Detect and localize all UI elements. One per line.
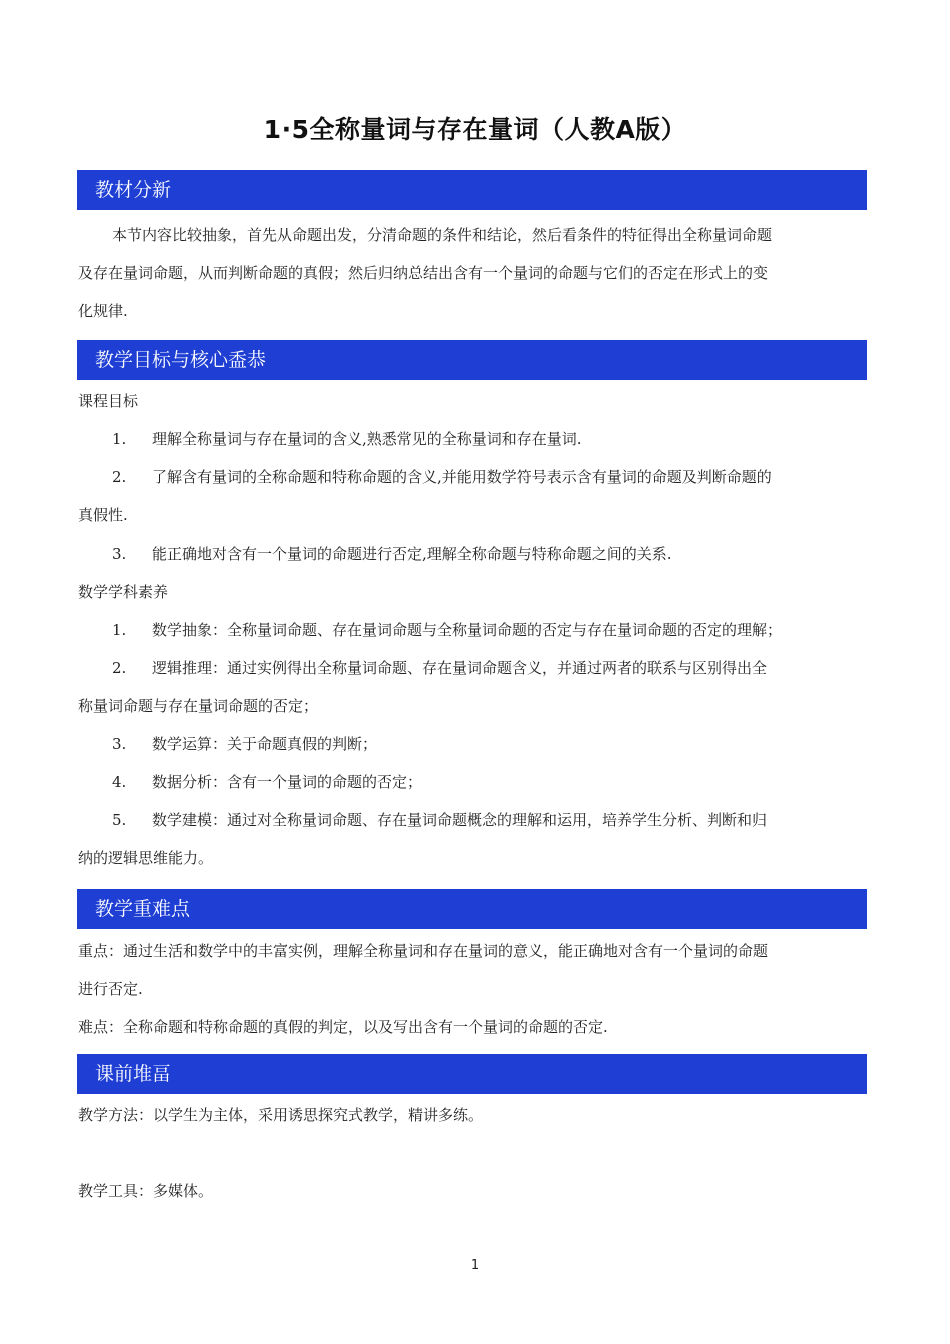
analysis-line-3: 化规律. — [78, 302, 128, 320]
list-text: 数学建模：通过对全称量词命题、存在量词命题概念的理解和运用，培养学生分析、判断和归 — [152, 811, 768, 829]
section-heading-goals: 教学目标与核心盉恭 — [77, 340, 867, 380]
list-text: 理解全称量词与存在量词的含义,熟悉常见的全称量词和存在量词. — [152, 430, 582, 448]
key-line-1: 重点：通过生活和数学中的丰富实例，理解全称量词和存在量词的意义，能正确地对含有一个量词的命题 — [78, 942, 769, 960]
list-text-continued: 真假性. — [78, 506, 128, 524]
teaching-method: 教学方法：以学生为主体，采用诱思探究式教学，精讲多练。 — [78, 1106, 484, 1124]
section-heading-analysis: 教材分新 — [77, 170, 867, 210]
course-goal-item — [78, 420, 868, 458]
list-number: 1. — [112, 621, 127, 639]
course-goal-item — [78, 535, 868, 573]
difficult-line: 难点：全称命题和特称命题的真假的判定，以及写出含有一个量词的命题的否定. — [78, 1018, 608, 1036]
list-number: 1. — [112, 430, 127, 448]
page-title: 1·5全称量词与存在量词（人教A版） — [263, 115, 687, 144]
list-text: 数学抽象：全称量词命题、存在量词命题与全称量词命题的否定与存在量词命题的否定的理解； — [152, 621, 783, 639]
list-number: 2. — [112, 659, 127, 677]
analysis-line-2: 及存在量词命题，从而判断命题的真假；然后归纳总结出含有一个量词的命题与它们的否定在形式上的变 — [78, 264, 769, 282]
list-text: 了解含有量词的全称命题和特称命题的含义,并能用数学符号表示含有量词的命题及判断命题的 — [152, 468, 772, 486]
list-text-continued: 纳的逻辑思维能力。 — [78, 849, 214, 867]
literacy-item — [78, 649, 868, 725]
list-text: 数据分析：含有一个量词的命题的否定； — [152, 773, 423, 791]
list-number: 3. — [112, 735, 127, 753]
section-heading-prep: 课前堆畐 — [77, 1054, 867, 1094]
literacy-label: 数学学科素养 — [78, 583, 169, 601]
list-number: 3. — [112, 545, 127, 563]
list-text: 逻辑推理：通过实例得出全称量词命题、存在量词命题含义，并通过两者的联系与区别得出全 — [152, 659, 768, 677]
section-heading-keypoints: 教学重难点 — [77, 889, 867, 929]
course-goal-item — [78, 458, 868, 534]
list-number: 5. — [112, 811, 127, 829]
list-number: 2. — [112, 468, 127, 486]
teaching-tools: 教学工具：多媒体。 — [78, 1182, 214, 1200]
list-text-continued: 称量词命题与存在量词命题的否定； — [78, 697, 319, 715]
list-number: 4. — [112, 773, 127, 791]
analysis-line-1: 本节内容比较抽象，首先从命题出发，分清命题的条件和结论，然后看条件的特征得出全称量词命题 — [112, 226, 773, 244]
analysis-paragraph — [78, 216, 868, 330]
page-number: 1 — [470, 1258, 480, 1273]
course-goals-label: 课程目标 — [78, 392, 139, 410]
literacy-item — [78, 725, 868, 763]
literacy-item — [78, 801, 868, 877]
list-text: 能正确地对含有一个量词的命题进行否定,理解全称命题与特称命题之间的关系. — [152, 545, 672, 563]
key-line-2: 进行否定. — [78, 980, 143, 998]
list-text: 数学运算：关于命题真假的判断； — [152, 735, 378, 753]
keypoint-paragraph — [78, 932, 868, 1046]
literacy-item — [78, 763, 868, 801]
literacy-item — [78, 611, 868, 649]
